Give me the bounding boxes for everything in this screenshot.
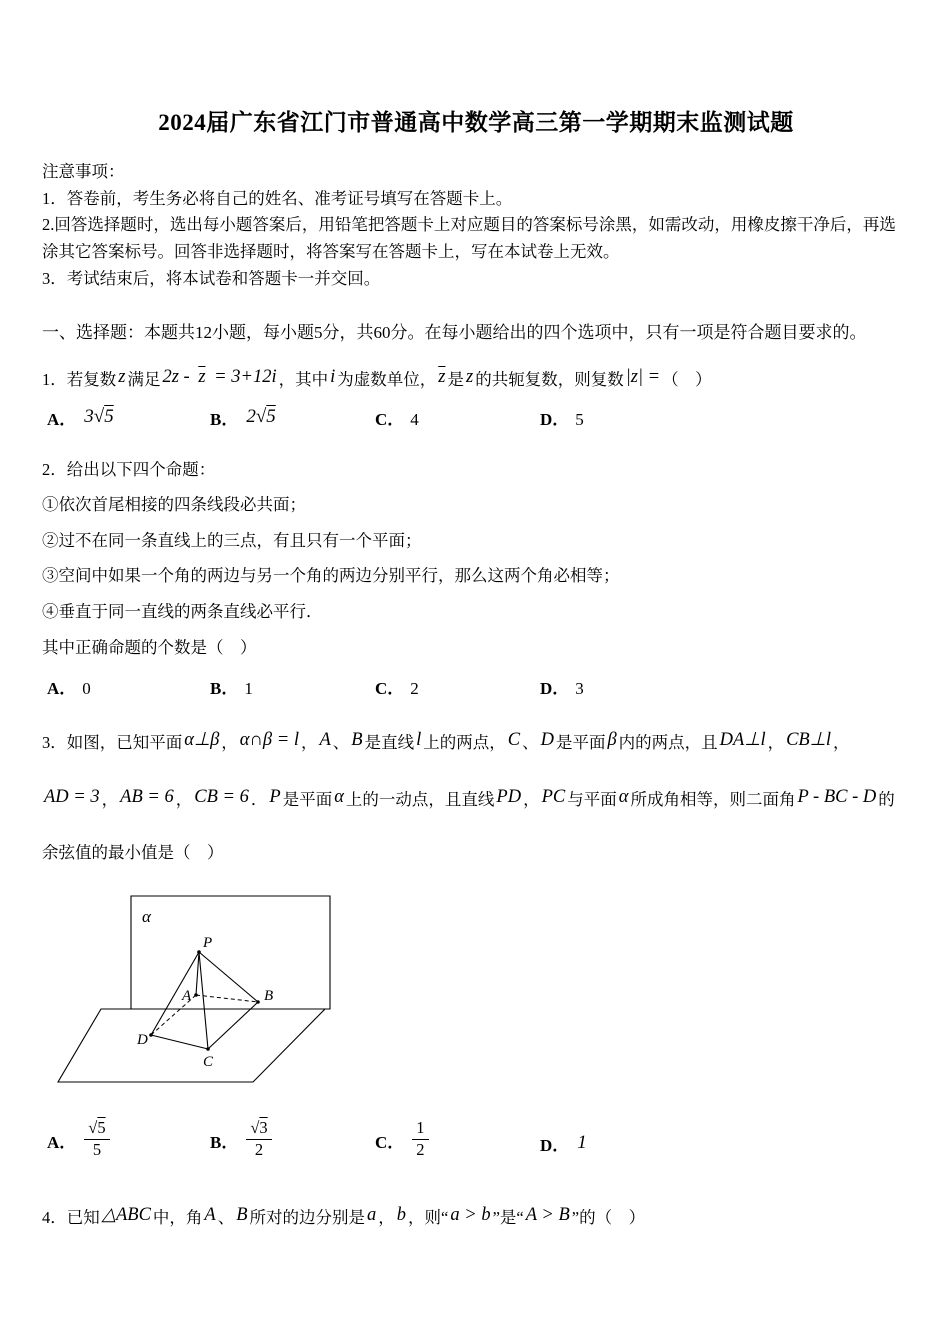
fraction: $\frac{√5}{5}$: [84, 1119, 109, 1160]
label-P: P: [203, 935, 213, 952]
option-label: A．: [47, 409, 77, 429]
question-line: ④垂直于同一直线的两条直线必平行．: [42, 602, 323, 622]
label-A: A: [182, 988, 192, 1005]
text-run: 2: [410, 679, 419, 699]
note-item-1: 1．答卷前，考生务必将自己的姓名、准考证号填写在答题卡上。: [42, 188, 513, 208]
math-expression: PC: [541, 786, 566, 807]
option-label: C．: [375, 410, 405, 430]
math-expression: = 3+12i: [209, 366, 277, 387]
math-expression: △ABC: [101, 1205, 151, 1226]
text-run: 是: [447, 369, 464, 389]
math-expression: z: [465, 366, 474, 387]
text-run: ．: [250, 789, 268, 809]
math-expression: β: [607, 730, 617, 751]
math-expression: α: [618, 786, 629, 807]
question-1-stem: [42, 366, 910, 391]
math-expression: AB = 6: [120, 786, 174, 807]
text-run: 内的两点，且: [618, 733, 718, 753]
math-expression: P - BC - D: [797, 786, 877, 807]
option-label: B．: [210, 409, 239, 429]
math-expression: a > b: [450, 1205, 491, 1226]
label-alpha: α: [142, 907, 151, 927]
text-run: 为虚数单位，: [337, 369, 437, 389]
text-run: 是平面: [555, 733, 606, 753]
edge-P-C: [199, 952, 208, 1049]
text-run: ，其中: [278, 369, 329, 389]
math-conjugate: $\overline{z}$: [198, 366, 206, 387]
note-item-3: 3．考试结束后，将本试卷和答题卡一并交回。: [42, 268, 381, 288]
math-expression: AD = 3: [44, 786, 100, 807]
math-expression: B: [351, 730, 363, 751]
question-2-options: [42, 674, 910, 699]
text-run: 上的一动点，且直线: [345, 789, 495, 809]
option-label: B．: [210, 679, 239, 699]
option-D: [540, 1131, 589, 1157]
math-expression: CB⊥l: [786, 730, 831, 751]
text-run: ”的（ ）: [571, 1208, 646, 1228]
math-expression: a: [367, 1205, 377, 1226]
text-run: 与平面: [567, 789, 617, 809]
sqrt-expression: 2√5: [246, 405, 276, 427]
text-run: 满足: [127, 369, 161, 389]
option-label: A．: [47, 1132, 77, 1152]
question-line: ①依次首尾相接的四条线段必共面；: [42, 495, 306, 515]
text-run: ，: [300, 733, 318, 753]
text-run: 4．已知: [42, 1208, 100, 1228]
math-expression: CB = 6: [194, 786, 249, 807]
point-C: [206, 1048, 210, 1052]
option-label: A．: [47, 679, 77, 699]
option-C: [375, 405, 540, 430]
text-run: 是直线: [364, 733, 415, 753]
question-3-stem: [42, 715, 910, 878]
math-expression: b: [396, 1205, 407, 1226]
question-line: ②过不在同一条直线上的三点，有且只有一个平面；: [42, 530, 422, 550]
math-expression: A > B: [525, 1205, 570, 1226]
text-run: 4: [410, 410, 419, 430]
option-A: [47, 1118, 210, 1164]
math-expression: 2z -: [162, 366, 195, 387]
question-3-options: [42, 1118, 910, 1164]
fraction: $\frac{1}{2}$: [412, 1119, 428, 1160]
math-expression: l: [416, 730, 422, 751]
text-run: 、: [522, 733, 539, 753]
math-conjugate: $\overline{z}$: [438, 366, 446, 387]
text-run: （ ）: [662, 369, 712, 389]
question-4-stem: [42, 1204, 910, 1229]
fraction: $\frac{√3}{2}$: [246, 1119, 271, 1160]
label-D: D: [137, 1032, 148, 1049]
text-run: 中，角: [152, 1208, 203, 1228]
math-expression: |z| =: [625, 366, 661, 387]
sqrt-expression: 3√5: [84, 405, 114, 427]
option-B: [210, 1118, 375, 1164]
option-B: [210, 405, 375, 431]
edge-P-A: [196, 952, 199, 995]
question-3-figure: [54, 892, 910, 1097]
text-run: 的余弦值的最小值是（ ）: [42, 789, 895, 862]
option-D: [540, 405, 584, 430]
question-3: [42, 715, 910, 1164]
text-run: 3: [575, 679, 584, 699]
text-run: 0: [82, 679, 91, 699]
math-expression: P: [269, 786, 281, 807]
option-A: [47, 674, 210, 699]
edge-P-B: [199, 952, 258, 1002]
text-run: 、: [332, 733, 350, 753]
text-run: 、: [217, 1208, 235, 1228]
label-C: C: [203, 1054, 214, 1071]
option-D: [540, 674, 584, 699]
plane-alpha-rect: [131, 896, 330, 1009]
math-expression: z: [118, 366, 126, 387]
math-expression: α: [334, 786, 344, 807]
edge-P-D: [151, 952, 199, 1035]
notes-section: [42, 159, 910, 293]
option-C: [375, 1118, 540, 1164]
note-item-2: 2.回答选择题时，选出每小题答案后，用铅笔把答题卡上对应题目的答案标号涂黑，如需改动，用橡皮擦干净后，再选涂其它答案标号。回答非选择题时，将答案写在答题卡上，写在本试卷上无效。: [42, 215, 896, 262]
text-run: ，: [378, 1208, 395, 1228]
math-expression: B: [236, 1205, 248, 1226]
math-expression: D: [540, 730, 554, 751]
point-B: [256, 1001, 260, 1005]
option-B: [210, 674, 375, 699]
math-expression: 1: [577, 1131, 587, 1153]
text-run: 是平面: [282, 789, 333, 809]
text-run: 所成角相等，则二面角: [630, 789, 796, 809]
text-run: 的共轭复数，则复数: [475, 369, 624, 389]
math-expression: i: [330, 366, 336, 387]
text-run: ，: [833, 733, 850, 753]
option-label: D．: [540, 410, 570, 430]
math-expression: PD: [496, 786, 522, 807]
math-expression: C: [507, 730, 521, 751]
notes-header: 注意事项：: [42, 162, 125, 181]
question-4: [42, 1204, 910, 1229]
text-run: 1．若复数: [42, 369, 117, 389]
text-run: ，: [101, 789, 119, 809]
question-1-options: [42, 405, 910, 431]
question-2-stem: [42, 457, 910, 660]
text-run: ，: [221, 733, 238, 753]
point-D: [149, 1034, 153, 1038]
option-label: B．: [210, 1132, 239, 1152]
option-A: [47, 405, 210, 431]
math-expression: α∩β = l: [239, 730, 299, 751]
planes-diagram: [54, 892, 339, 1092]
text-run: ”是“: [492, 1208, 524, 1228]
page-title: 2024届广东省江门市普通高中数学高三第一学期期末监测试题: [158, 110, 794, 135]
question-1: [42, 366, 910, 431]
text-run: ，: [523, 789, 540, 809]
text-run: 所对的边分别是: [249, 1208, 366, 1228]
text-run: ，: [767, 733, 785, 753]
question-line: ③空间中如果一个角的两边与另一个角的两边分别平行，那么这两个角必相等；: [42, 566, 620, 586]
text-run: 1: [244, 679, 253, 699]
math-expression: DA⊥l: [719, 730, 766, 751]
option-label: D．: [540, 1135, 570, 1155]
text-run: 上的两点，: [423, 733, 506, 753]
edge-D-C: [151, 1035, 208, 1049]
text-run: 3．如图，已知平面: [42, 733, 183, 753]
edge-A-B-dashed: [196, 995, 258, 1002]
math-expression: A: [319, 730, 331, 751]
point-A: [194, 994, 198, 998]
option-C: [375, 674, 540, 699]
text-run: 5: [575, 410, 584, 430]
label-B: B: [264, 988, 274, 1005]
question-line: 2．给出以下四个命题：: [42, 459, 216, 479]
option-label: C．: [375, 679, 405, 699]
question-2: [42, 457, 910, 699]
section-header: 一、选择题：本题共12小题，每小题5分，共60分。在每小题给出的四个选项中，只有一项是符合题目要求的。: [42, 322, 867, 342]
point-P: [197, 951, 201, 955]
math-expression: A: [204, 1205, 216, 1226]
option-label: C．: [375, 1132, 405, 1152]
math-expression: α⊥β: [184, 730, 220, 751]
question-line: 其中正确命题的个数是（ ）: [42, 637, 257, 657]
option-label: D．: [540, 679, 570, 699]
text-run: ，: [175, 789, 193, 809]
text-run: ，则“: [408, 1208, 449, 1228]
